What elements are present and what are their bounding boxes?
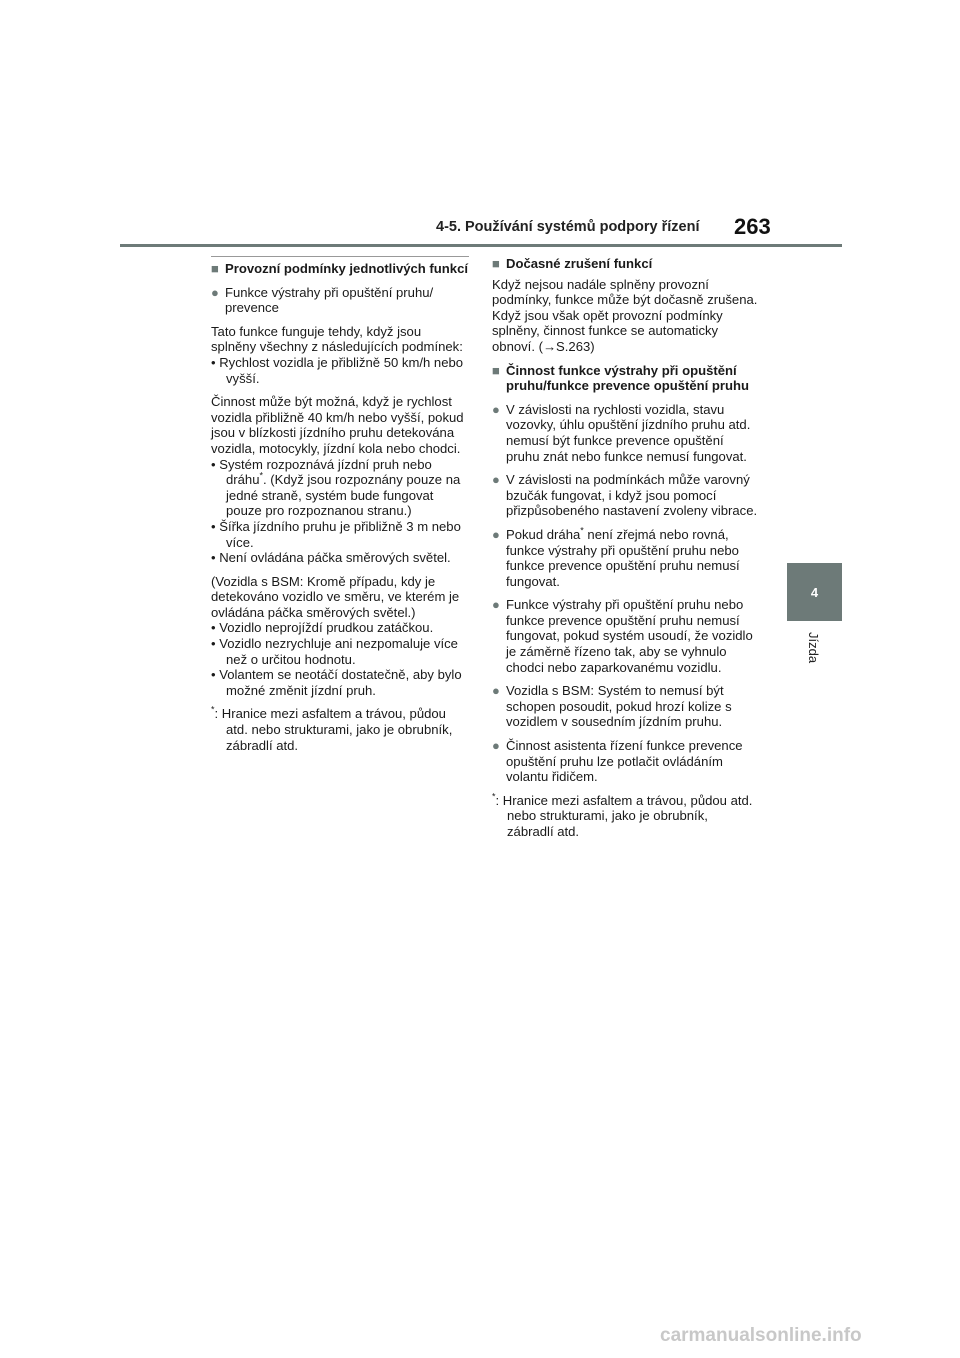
list-item: • Systém rozpoznává jízdní pruh nebo dráhu*. (Když jsou rozpoznány pouze na jedné straně, systém bude fungovat pouze pro rozpoznanou stranu.)	[211, 456, 461, 519]
bullet-item: ● V závislosti na rychlosti vozidla, stavu vozovky, úhlu opuštění jízdního pruhu atd. nemusí být funkce prevence opuštění pruhu znát nebo funkce nemusí fungovat.	[492, 401, 751, 464]
bullet-item: ● Vozidla s BSM: Systém to nemusí být schopen posoudit, pokud hrozí kolize s vozidlem v sousedním jízdním pruhu.	[492, 683, 732, 730]
bullet-dot-icon: ●	[492, 597, 500, 613]
section-heading: ■ Činnost funkce výstrahy při opuštění pruhu/funkce prevence opuštění pruhu	[492, 362, 749, 394]
condition-list	[211, 457, 469, 566]
footnote-mark: *	[492, 791, 496, 802]
footnote: *: Hranice mezi asfaltem a trávou, půdou atd. nebo strukturami, jako je obrubník, zábradlí atd.	[211, 705, 453, 753]
list-item: • Není ovládána páčka směrových světel.	[211, 550, 451, 566]
bullet-item: ● Funkce výstrahy při opuštění pruhu/ prevence	[211, 284, 434, 316]
footnote: *: Hranice mezi asfaltem a trávou, půdou atd. nebo strukturami, jako je obrubník, zábradlí atd.	[492, 791, 753, 839]
list-item: • Rychlost vozidla je přibližně 50 km/h nebo vyšší.	[211, 354, 464, 386]
section-square-icon: ■	[211, 261, 219, 276]
footnote-mark: *	[259, 470, 264, 481]
list-item: • Volantem se neotáčí dostatečně, aby bylo možné změnit jízdní pruh.	[211, 667, 462, 698]
bullet-item: ● Činnost asistenta řízení funkce prevence opuštění pruhu lze potlačit ovládáním volantu řidičem.	[492, 738, 743, 785]
left-column	[211, 256, 469, 761]
bullet-dot-icon: ●	[492, 401, 500, 417]
bullet-dot-icon: ●	[492, 472, 500, 488]
bullet-dot-icon: ●	[492, 683, 500, 699]
watermark: carmanualsonline.info	[660, 1325, 862, 1346]
paragraph: Tato funkce funguje tehdy, když jsou splněny všechny z následujících podmínek:	[211, 323, 463, 355]
bullet-dot-icon: ●	[211, 284, 219, 300]
section-heading: ■ Dočasné zrušení funkcí	[492, 256, 653, 271]
paragraph: (Vozidla s BSM: Kromě případu, kdy je detekováno vozidlo ve směru, ve kterém je ovládána páčka směrových světel.)	[211, 573, 460, 620]
condition-list	[211, 620, 469, 698]
bullet-dot-icon: ●	[492, 526, 500, 542]
chapter-tab[interactable]: 4	[787, 563, 842, 621]
footnote-mark: *	[580, 525, 584, 536]
condition-list	[211, 355, 469, 386]
paragraph: Když nejsou nadále splněny provozní podmínky, funkce může být dočasně zrušena. Když jsou však opět provozní podmínky splněny, činnost funkce se automaticky obnoví. (→S.263)	[492, 276, 758, 354]
list-item: • Vozidlo neprojíždí prudkou zatáčkou.	[211, 620, 434, 636]
bullet-item: ● V závislosti na podmínkách může varovný bzučák fungovat, i když jsou pomocí přizpůsobeného nastavení zvoleny vibrace.	[492, 472, 758, 519]
right-column	[492, 256, 758, 848]
list-item: • Šířka jízdního pruhu je přibližně 3 m nebo více.	[211, 518, 461, 550]
section-square-icon: ■	[492, 362, 500, 378]
footnote-mark: *	[211, 705, 215, 716]
bullet-dot-icon: ●	[492, 738, 500, 754]
column-rule	[211, 256, 469, 257]
section-title: 4-5. Používání systémů podpory řízení	[436, 219, 700, 235]
list-item: • Vozidlo nezrychluje ani nezpomaluje více než o určitou hodnotu.	[211, 636, 458, 667]
section-heading: ■ Provozní podmínky jednotlivých funkcí	[211, 261, 468, 276]
header-rule	[120, 244, 842, 247]
page-number: 263	[734, 214, 771, 239]
bullet-item: ● Funkce výstrahy při opuštění pruhu nebo funkce prevence opuštění pruhu nemusí fungovat, pokud systém usoudí, že vozidlo je záměrně řízeno tak, aby se vyhnulo chodci nebo zaparkovanému vozidlu.	[492, 597, 753, 675]
paragraph: Činnost může být možná, když je rychlost vozidla přibližně 40 km/h nebo vyšší, pokud jsou v blízkosti jízdního pruhu detekována vozidla, motocykly, jízdní kola nebo chodci.	[211, 394, 464, 456]
bullet-item: ● Pokud dráha* není zřejmá nebo rovná, funkce výstrahy při opuštění pruhu nebo funkce prevence opuštění pruhu nemusí fungovat.	[492, 525, 740, 589]
section-square-icon: ■	[492, 256, 500, 271]
chapter-label: Jízda	[806, 632, 821, 664]
